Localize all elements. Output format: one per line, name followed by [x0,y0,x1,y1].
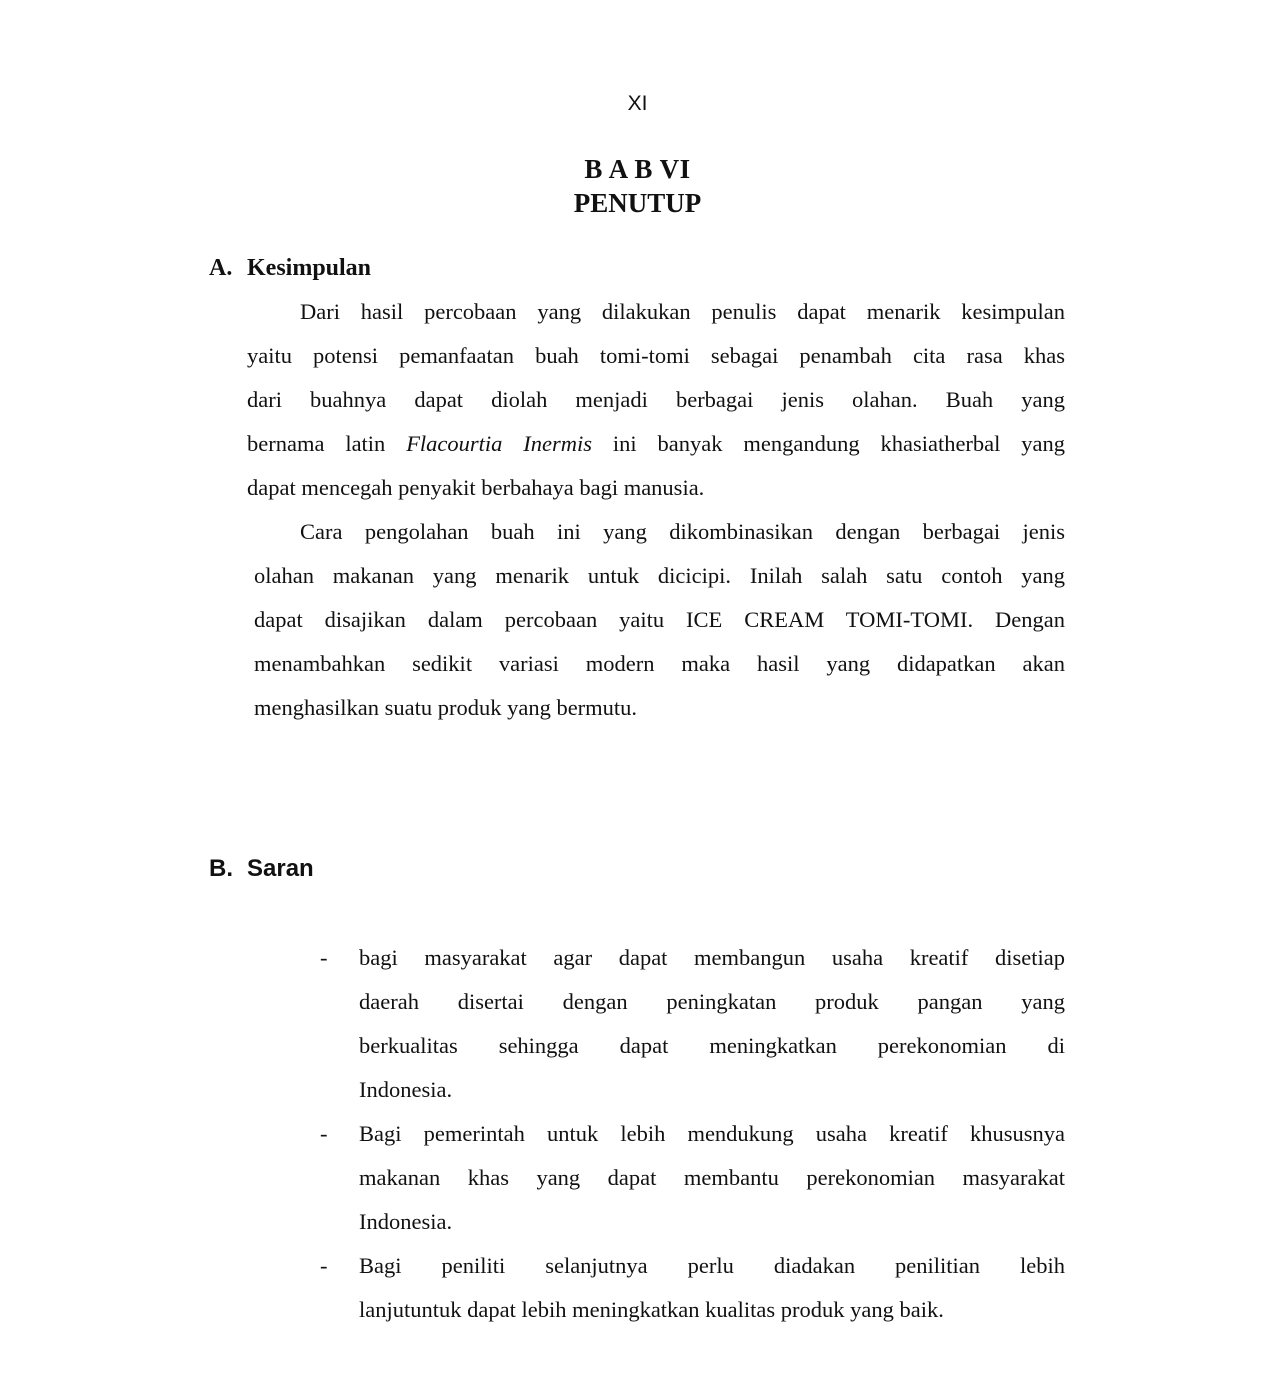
text-line: Bagi pemerintah untuk lebih mendukung usaha kreatif khususnya [359,1121,1065,1146]
paragraph-kesimpulan-2 [254,510,1065,730]
list-item [320,1112,1065,1244]
list-item-text [359,936,1065,1112]
section-title: Saran [247,855,314,882]
text-line: dapat mencegah penyakit berbahaya bagi manusia. [247,475,705,500]
text-line: Indonesia. [359,1209,453,1234]
text-line: Cara pengolahan buah ini yang dikombinasikan dengan berbagai jenis [300,519,1065,544]
bullet-dash: - [320,945,328,970]
saran-list [320,936,1065,1332]
text-line: dapat disajikan dalam percobaan yaitu ICE CREAM TOMI-TOMI. Dengan [254,607,1065,632]
list-item-text [359,1244,1065,1332]
text-line: Bagi peniliti selanjutnya perlu diadakan penilitian lebih [359,1253,1065,1278]
list-item [320,936,1065,1112]
text-segment: ini banyak mengandung khasiatherbal yang [592,431,1065,456]
text-line: berkualitas sehingga dapat meningkatkan perekonomian di [359,1033,1065,1058]
text-line: dari buahnya dapat diolah menjadi berbagai jenis olahan. Buah yang [247,387,1065,412]
text-line: makanan khas yang dapat membantu perekonomian masyarakat [359,1165,1065,1190]
section-letter: B. [209,855,233,882]
latin-name: Flacourtia Inermis [406,431,593,456]
bullet-dash: - [320,1253,328,1278]
text-line: olahan makanan yang menarik untuk dicicipi. Inilah salah satu contoh yang [254,563,1065,588]
text-line: lanjutuntuk dapat lebih meningkatkan kualitas produk yang baik. [359,1297,944,1322]
text-line: yaitu potensi pemanfaatan buah tomi-tomi sebagai penambah cita rasa khas [247,343,1065,368]
text-line: daerah disertai dengan peningkatan produk pangan yang [359,989,1065,1014]
text-line: menghasilkan suatu produk yang bermutu. [254,695,638,720]
section-heading-saran [209,853,314,885]
paragraph-kesimpulan-1 [247,290,1065,510]
text-line: Indonesia. [359,1077,453,1102]
section-heading-kesimpulan [209,252,371,284]
text-line-with-latin-name [247,422,1065,466]
chapter-title: PENUTUP [573,188,702,218]
text-line: Dari hasil percobaan yang dilakukan penulis dapat menarik kesimpulan [300,299,1065,324]
page-number: XI [627,92,648,115]
section-letter: A. [209,255,233,281]
bullet-dash: - [320,1121,328,1146]
list-item [320,1244,1065,1332]
text-line: menambahkan sedikit variasi modern maka hasil yang didapatkan akan [254,651,1065,676]
text-line: bagi masyarakat agar dapat membangun usaha kreatif disetiap [359,945,1065,970]
list-item-text [359,1112,1065,1244]
text-segment: bernama latin [247,431,407,456]
chapter-number: B A B VI [584,154,691,184]
section-title: Kesimpulan [247,255,372,281]
